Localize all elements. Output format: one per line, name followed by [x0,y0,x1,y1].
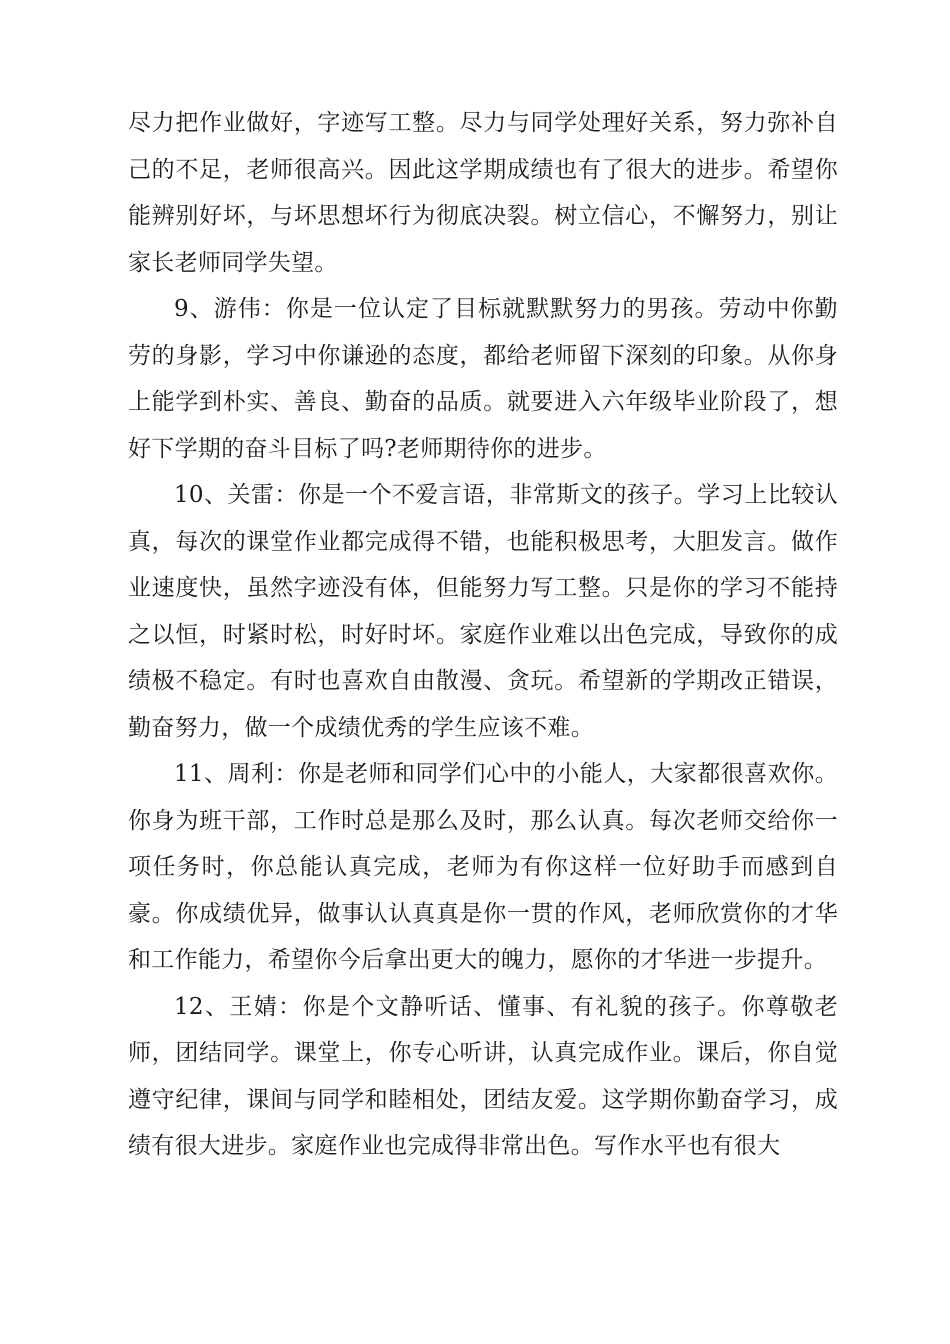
paragraph-comment-12: 12、王婧：你是个文静听话、懂事、有礼貌的孩子。你尊敬老师，团结同学。课堂上，你专心听讲，认真完成作业。课后，你自觉遵守纪律，课间与同学和睦相处，团结友爱。这学期你勤奋学习，成绩有很大进步。家庭作业也完成得非常出色。写作水平也有很大 [128,993,838,1159]
paragraph-comment-9: 9、游伟：你是一位认定了目标就默默努力的男孩。劳动中你勤劳的身影，学习中你谦逊的态度，都给老师留下深刻的印象。从你身上能学到朴实、善良、勤奋的品质。就要进入六年级毕业阶段了，想好下学期的奋斗目标了吗?老师期待你的进步。 [128,296,838,462]
paragraph-continued: 尽力把作业做好，字迹写工整。尽力与同学处理好关系，努力弥补自己的不足，老师很高兴。因此这学期成绩也有了很大的进步。希望你能辨别好坏，与坏思想坏行为彻底决裂。树立信心，不懈努力，别让家长老师同学失望。 [128,110,838,276]
paragraph-comment-10: 10、关雷：你是一个不爱言语，非常斯文的孩子。学习上比较认真，每次的课堂作业都完成得不错，也能积极思考，大胆发言。做作业速度快，虽然字迹没有体，但能努力写工整。只是你的学习不能持之以恒，时紧时松，时好时坏。家庭作业难以出色完成，导致你的成绩极不稳定。有时也喜欢自由散漫、贪玩。希望新的学期改正错误，勤奋努力，做一个成绩优秀的学生应该不难。 [128,482,838,741]
paragraph-comment-11: 11、周利：你是老师和同学们心中的小能人，大家都很喜欢你。你身为班干部，工作时总是那么及时，那么认真。每次老师交给你一项任务时，你总能认真完成，老师为有你这样一位好助手而感到自豪。你成绩优异，做事认认真真是你一贯的作风，老师欣赏你的才华和工作能力，希望你今后拿出更大的魄力，愿你的才华进一步提升。 [128,761,838,973]
document-body [128,100,838,1170]
